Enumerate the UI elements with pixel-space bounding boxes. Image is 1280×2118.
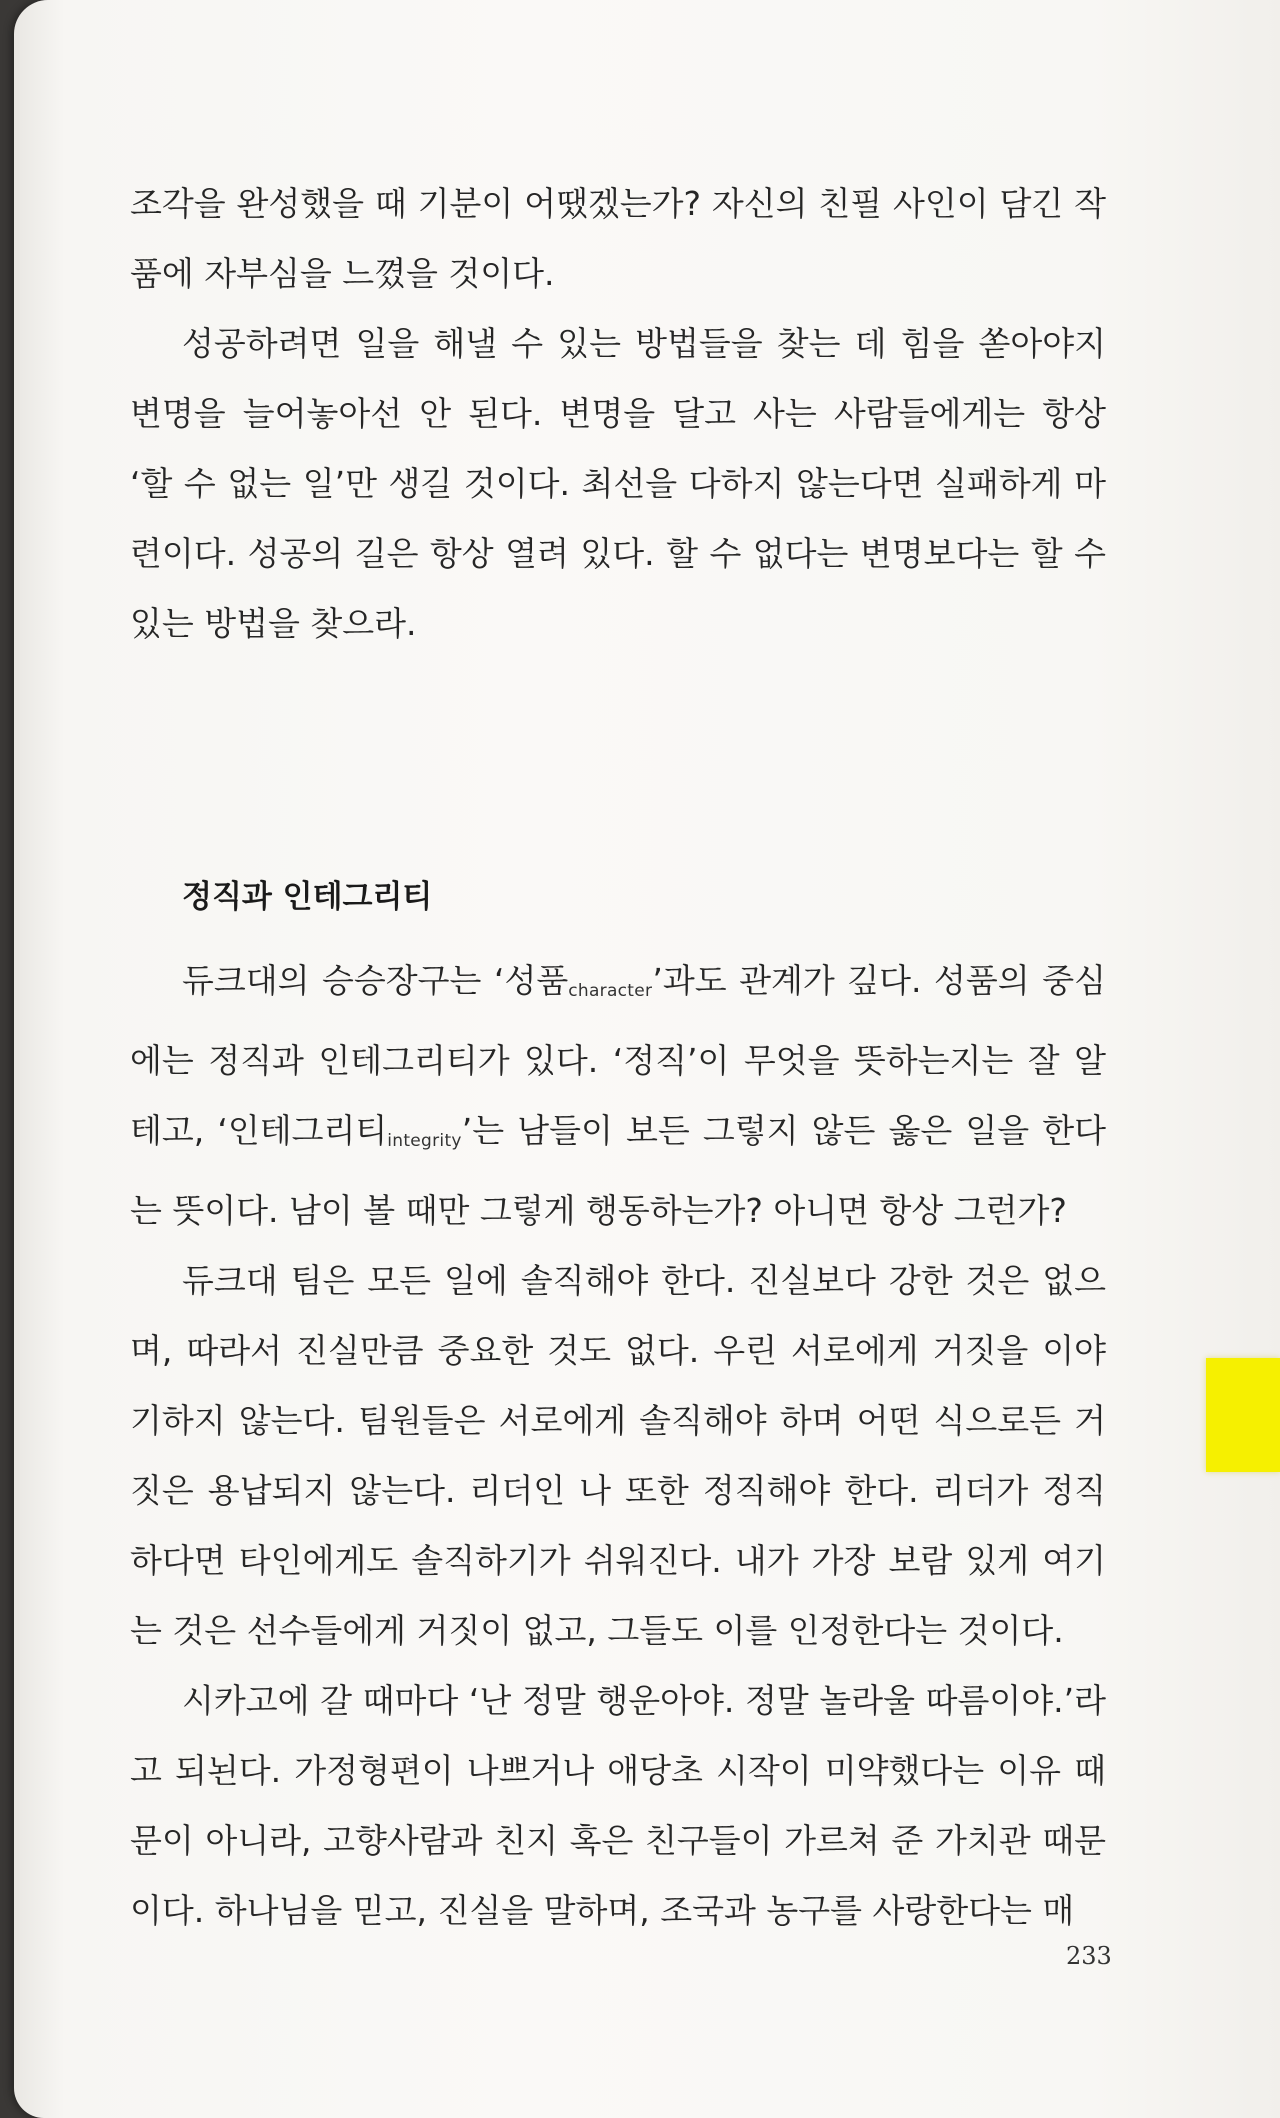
- paragraph: [130, 946, 1106, 1246]
- english-gloss: integrity: [387, 1131, 462, 1151]
- section-integrity: [130, 870, 1106, 1946]
- paragraph: 듀크대 팀은 모든 일에 솔직해야 한다. 진실보다 강한 것은 없으며, 따라서 진실만큼 중요한 것도 없다. 우린 서로에게 거짓을 이야기하지 않는다. 팀원들은 서로에게 솔직해야 하며 어떤 식으로든 거짓은 용납되지 않는다. 리더인 나 또한 정직해야 한다. 리더가 정직하다면 타인에게도 솔직하기가 쉬워진다. 내가 가장 보람 있게 여기는 것은 선수들에게 거짓이 없고, 그들도 이를 인정한다는 것이다.: [130, 1261, 1106, 1650]
- text-block-top: [130, 169, 1106, 659]
- paragraph-text: ’과도 관계가 깊다. 성품의 중심에는 정직과 인테그리티가 있다. ‘정직’이 무엇을 뜻하는지는 잘 알테고, ‘인테그리티: [130, 961, 1106, 1150]
- book-page: [14, 0, 1280, 2118]
- paragraph-text: ’는 남들이 보든 그렇지 않든 옳은 일을 한다는 뜻이다. 남이 볼 때만 그렇게 행동하는가? 아니면 항상 그런가?: [130, 1111, 1106, 1230]
- paragraph: 시카고에 갈 때마다 ‘난 정말 행운아야. 정말 놀라울 따름이야.’라고 되뇐다. 가정형편이 나쁘거나 애당초 시작이 미약했다는 이유 때문이 아니라, 고향사람과 친지 혹은 친구들이 가르쳐 준 가치관 때문이다. 하나님을 믿고, 진실을 말하며, 조국과 농구를 사랑한다는 매: [130, 1681, 1106, 1930]
- paragraph: 조각을 완성했을 때 기분이 어땠겠는가? 자신의 친필 사인이 담긴 작품에 자부심을 느꼈을 것이다.: [130, 184, 1106, 293]
- paragraph: 성공하려면 일을 해낼 수 있는 방법들을 찾는 데 힘을 쏟아야지 변명을 늘어놓아선 안 된다. 변명을 달고 사는 사람들에게는 항상 ‘할 수 없는 일’만 생길 것이다. 최선을 다하지 않는다면 실패하게 마련이다. 성공의 길은 항상 열려 있다. 할 수 없다는 변명보다는 할 수 있는 방법을 찾으라.: [130, 324, 1106, 643]
- english-gloss: character: [568, 981, 653, 1001]
- paragraph-text: 듀크대의 승승장구는 ‘성품: [182, 961, 569, 1000]
- sticky-note-tab: [1206, 1358, 1280, 1472]
- section-heading: 정직과 인테그리티: [182, 879, 433, 915]
- page-number: 233: [1066, 1942, 1112, 1970]
